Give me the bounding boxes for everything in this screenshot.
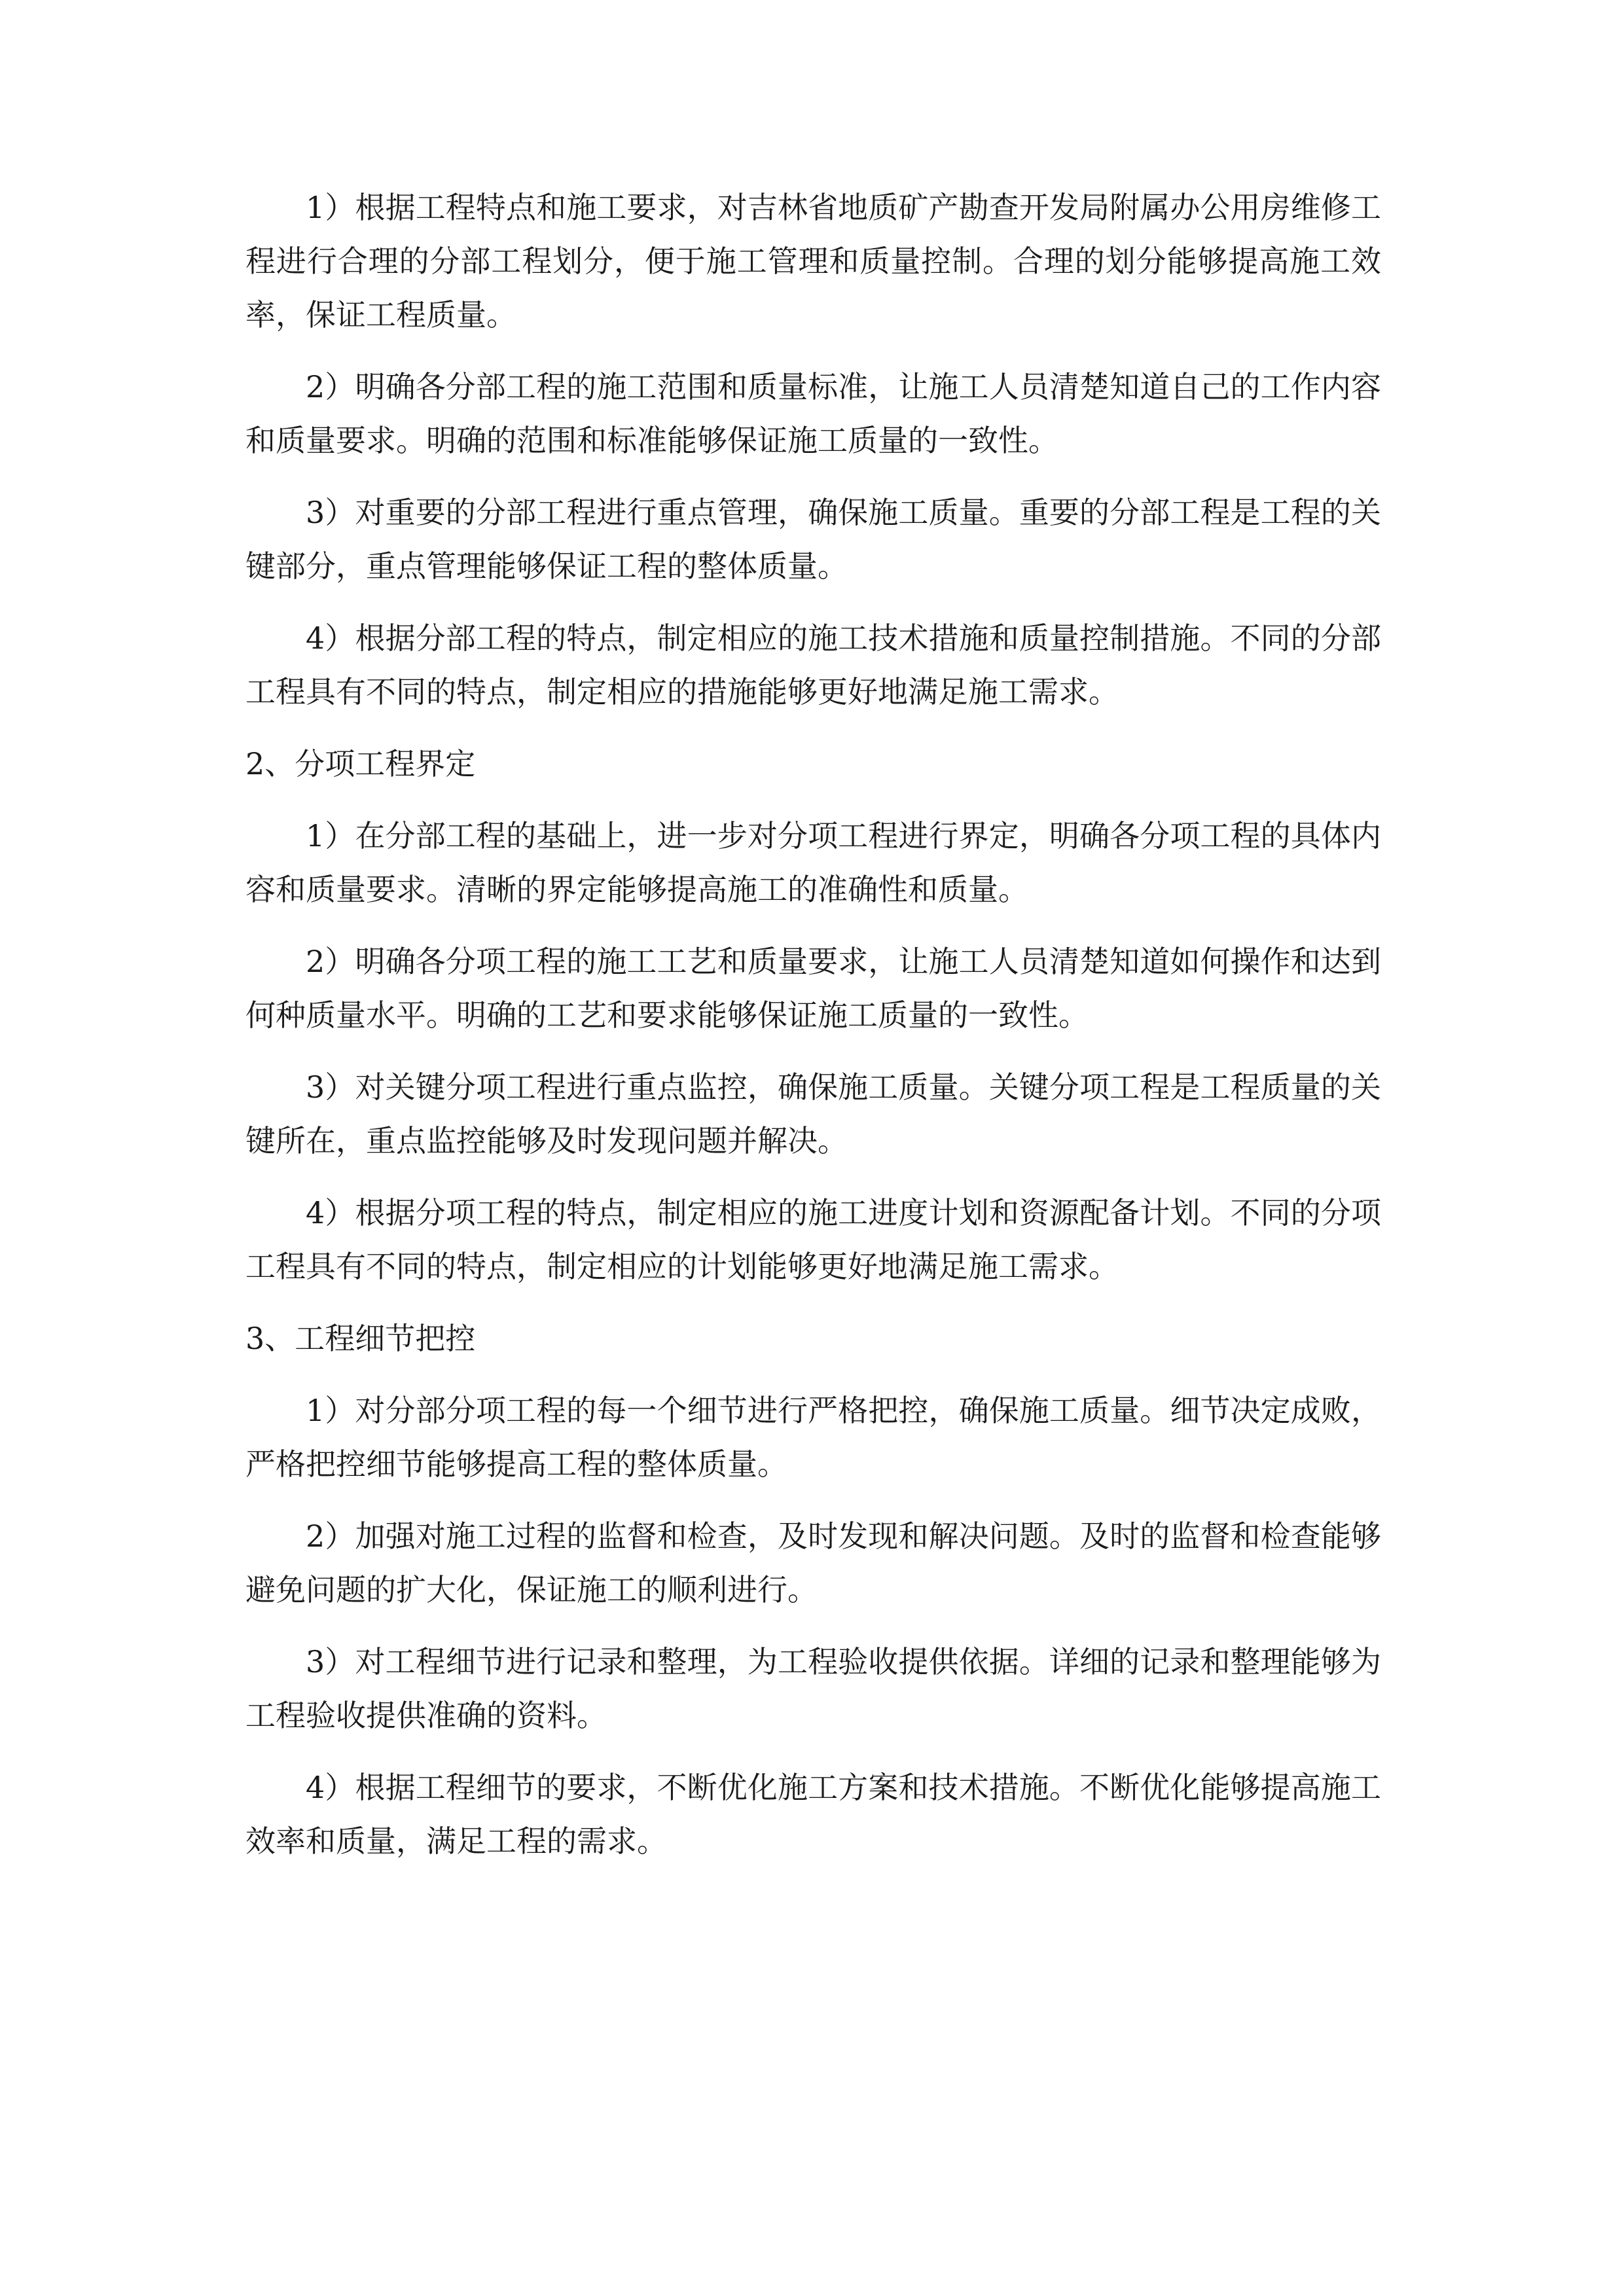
paragraph-1-3: 3）对重要的分部工程进行重点管理，确保施工质量。重要的分部工程是工程的关键部分，重点管理能够保证工程的整体质量。 — [245, 495, 1381, 584]
paragraph-3-1: 1）对分部分项工程的每一个细节进行严格把控，确保施工质量。细节决定成败，严格把控细节能够提高工程的整体质量。 — [245, 1393, 1381, 1482]
section-heading-3: 3、工程细节把控 — [245, 1321, 476, 1356]
paragraph-3-3: 3）对工程细节进行记录和整理，为工程验收提供依据。详细的记录和整理能够为工程验收提供准确的资料。 — [245, 1644, 1381, 1733]
paragraph-2-3: 3）对关键分项工程进行重点监控，确保施工质量。关键分项工程是工程质量的关键所在，重点监控能够及时发现问题并解决。 — [245, 1069, 1381, 1158]
section-heading-2: 2、分项工程界定 — [245, 746, 476, 781]
paragraph-3-2: 2）加强对施工过程的监督和检查，及时发现和解决问题。及时的监督和检查能够避免问题的扩大化，保证施工的顺利进行。 — [245, 1518, 1381, 1607]
paragraph-2-4: 4）根据分项工程的特点，制定相应的施工进度计划和资源配备计划。不同的分项工程具有不同的特点，制定相应的计划能够更好地满足施工需求。 — [245, 1195, 1381, 1284]
paragraph-2-2: 2）明确各分项工程的施工工艺和质量要求，让施工人员清楚知道如何操作和达到何种质量水平。明确的工艺和要求能够保证施工质量的一致性。 — [245, 944, 1381, 1033]
paragraph-3-4: 4）根据工程细节的要求，不断优化施工方案和技术措施。不断优化能够提高施工效率和质量，满足工程的需求。 — [245, 1770, 1381, 1859]
paragraph-1-4: 4）根据分部工程的特点，制定相应的施工技术措施和质量控制措施。不同的分部工程具有不同的特点，制定相应的措施能够更好地满足施工需求。 — [245, 620, 1381, 709]
paragraph-2-1: 1）在分部工程的基础上，进一步对分项工程进行界定，明确各分项工程的具体内容和质量要求。清晰的界定能够提高施工的准确性和质量。 — [245, 818, 1381, 907]
document-body — [245, 181, 1381, 1886]
paragraph-1-2: 2）明确各分部工程的施工范围和质量标准，让施工人员清楚知道自己的工作内容和质量要求。明确的范围和标准能够保证施工质量的一致性。 — [245, 369, 1381, 458]
paragraph-1-1: 1）根据工程特点和施工要求，对吉林省地质矿产勘查开发局附属办公用房维修工程进行合理的分部工程划分，便于施工管理和质量控制。合理的划分能够提高施工效率，保证工程质量。 — [245, 190, 1381, 332]
